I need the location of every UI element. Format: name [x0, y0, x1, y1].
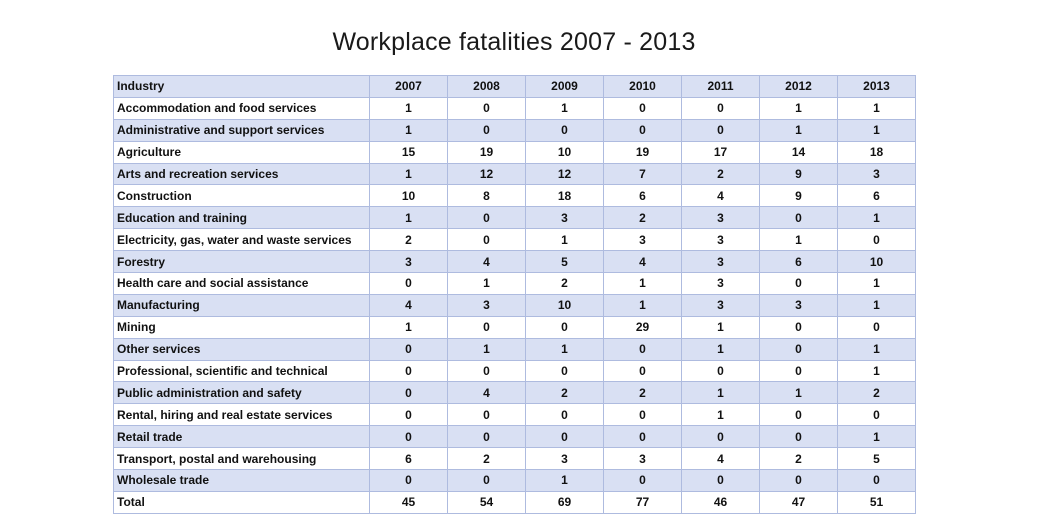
value-cell: 5: [838, 448, 916, 470]
row-label: Professional, scientific and technical: [114, 360, 370, 382]
value-cell: 1: [448, 273, 526, 295]
value-cell: 0: [760, 273, 838, 295]
value-cell: 1: [682, 338, 760, 360]
row-label: Transport, postal and warehousing: [114, 448, 370, 470]
value-cell: 0: [838, 229, 916, 251]
value-cell: 0: [682, 426, 760, 448]
table-row: [114, 470, 916, 492]
value-cell: 4: [370, 294, 448, 316]
value-cell: 0: [370, 426, 448, 448]
value-cell: 0: [604, 119, 682, 141]
value-cell: 3: [682, 229, 760, 251]
value-cell: 3: [604, 448, 682, 470]
row-label: Other services: [114, 338, 370, 360]
value-cell: 1: [370, 163, 448, 185]
value-cell: 1: [682, 316, 760, 338]
value-cell: 2: [526, 273, 604, 295]
value-cell: 0: [526, 316, 604, 338]
row-label: Education and training: [114, 207, 370, 229]
value-cell: 1: [526, 470, 604, 492]
value-cell: 77: [604, 491, 682, 513]
table-row: [114, 207, 916, 229]
row-label: Public administration and safety: [114, 382, 370, 404]
value-cell: 4: [448, 382, 526, 404]
value-cell: 2: [682, 163, 760, 185]
table-row: [114, 382, 916, 404]
value-cell: 3: [682, 294, 760, 316]
value-cell: 2: [448, 448, 526, 470]
value-cell: 1: [760, 229, 838, 251]
value-cell: 7: [604, 163, 682, 185]
value-cell: 0: [604, 360, 682, 382]
value-cell: 3: [682, 273, 760, 295]
value-cell: 0: [604, 470, 682, 492]
value-cell: 12: [526, 163, 604, 185]
fatalities-table: [113, 75, 916, 514]
value-cell: 2: [370, 229, 448, 251]
table-row: [114, 360, 916, 382]
value-cell: 1: [838, 360, 916, 382]
value-cell: 1: [604, 294, 682, 316]
value-cell: 69: [526, 491, 604, 513]
value-cell: 3: [448, 294, 526, 316]
value-cell: 0: [448, 119, 526, 141]
value-cell: 0: [604, 404, 682, 426]
value-cell: 1: [760, 119, 838, 141]
value-cell: 0: [682, 119, 760, 141]
value-cell: 1: [526, 338, 604, 360]
value-cell: 6: [604, 185, 682, 207]
value-cell: 0: [370, 273, 448, 295]
table-row: [114, 426, 916, 448]
value-cell: 0: [526, 404, 604, 426]
value-cell: 9: [760, 185, 838, 207]
value-cell: 0: [604, 97, 682, 119]
table-row: [114, 316, 916, 338]
fatalities-table-container: [113, 75, 916, 514]
value-cell: 1: [760, 382, 838, 404]
value-cell: 10: [838, 251, 916, 273]
year-header: 2011: [682, 76, 760, 98]
table-row: [114, 141, 916, 163]
value-cell: 8: [448, 185, 526, 207]
value-cell: 0: [682, 470, 760, 492]
value-cell: 0: [526, 426, 604, 448]
value-cell: 18: [526, 185, 604, 207]
table-row: [114, 273, 916, 295]
year-header: 2007: [370, 76, 448, 98]
row-label: Accommodation and food services: [114, 97, 370, 119]
row-label: Administrative and support services: [114, 119, 370, 141]
value-cell: 3: [526, 448, 604, 470]
value-cell: 0: [604, 426, 682, 448]
year-header: 2013: [838, 76, 916, 98]
value-cell: 4: [448, 251, 526, 273]
year-header: 2008: [448, 76, 526, 98]
value-cell: 47: [760, 491, 838, 513]
value-cell: 3: [838, 163, 916, 185]
value-cell: 9: [760, 163, 838, 185]
value-cell: 2: [604, 207, 682, 229]
table-row: [114, 119, 916, 141]
value-cell: 51: [838, 491, 916, 513]
value-cell: 3: [370, 251, 448, 273]
table-row: [114, 251, 916, 273]
value-cell: 2: [526, 382, 604, 404]
value-cell: 0: [682, 360, 760, 382]
value-cell: 4: [682, 448, 760, 470]
chart-title: Workplace fatalities 2007 - 2013: [332, 28, 696, 56]
value-cell: 0: [448, 404, 526, 426]
value-cell: 0: [760, 338, 838, 360]
value-cell: 6: [838, 185, 916, 207]
value-cell: 0: [526, 360, 604, 382]
value-cell: 1: [370, 119, 448, 141]
table-row: [114, 448, 916, 470]
value-cell: 1: [760, 97, 838, 119]
row-label: Electricity, gas, water and waste services: [114, 229, 370, 251]
value-cell: 0: [526, 119, 604, 141]
value-cell: 1: [370, 97, 448, 119]
table-row: [114, 185, 916, 207]
value-cell: 0: [682, 97, 760, 119]
value-cell: 3: [760, 294, 838, 316]
row-label: Manufacturing: [114, 294, 370, 316]
value-cell: 0: [838, 316, 916, 338]
table-row: [114, 163, 916, 185]
row-label: Health care and social assistance: [114, 273, 370, 295]
value-cell: 0: [370, 404, 448, 426]
value-cell: 3: [604, 229, 682, 251]
value-cell: 2: [838, 382, 916, 404]
value-cell: 0: [448, 360, 526, 382]
value-cell: 1: [838, 207, 916, 229]
row-label: Construction: [114, 185, 370, 207]
value-cell: 1: [838, 426, 916, 448]
value-cell: 0: [370, 338, 448, 360]
value-cell: 1: [682, 404, 760, 426]
value-cell: 19: [604, 141, 682, 163]
value-cell: 1: [526, 97, 604, 119]
value-cell: 1: [370, 316, 448, 338]
value-cell: 10: [526, 141, 604, 163]
value-cell: 45: [370, 491, 448, 513]
value-cell: 0: [370, 382, 448, 404]
value-cell: 17: [682, 141, 760, 163]
value-cell: 1: [526, 229, 604, 251]
value-cell: 0: [760, 360, 838, 382]
value-cell: 3: [682, 207, 760, 229]
value-cell: 1: [838, 338, 916, 360]
value-cell: 0: [760, 470, 838, 492]
value-cell: 0: [370, 470, 448, 492]
year-header: 2009: [526, 76, 604, 98]
table-row: [114, 229, 916, 251]
table-row: [114, 404, 916, 426]
value-cell: 5: [526, 251, 604, 273]
row-label: Rental, hiring and real estate services: [114, 404, 370, 426]
value-cell: 29: [604, 316, 682, 338]
table-row: [114, 294, 916, 316]
table-body: [114, 76, 916, 514]
value-cell: 0: [448, 207, 526, 229]
value-cell: 0: [448, 97, 526, 119]
value-cell: 12: [448, 163, 526, 185]
value-cell: 54: [448, 491, 526, 513]
value-cell: 18: [838, 141, 916, 163]
row-label: Retail trade: [114, 426, 370, 448]
value-cell: 46: [682, 491, 760, 513]
row-label: Industry: [114, 76, 370, 98]
value-cell: 1: [448, 338, 526, 360]
value-cell: 6: [760, 251, 838, 273]
table-row: [114, 338, 916, 360]
value-cell: 0: [838, 404, 916, 426]
value-cell: 4: [604, 251, 682, 273]
year-header: 2010: [604, 76, 682, 98]
value-cell: 1: [370, 207, 448, 229]
value-cell: 19: [448, 141, 526, 163]
year-header: 2012: [760, 76, 838, 98]
value-cell: 0: [448, 470, 526, 492]
value-cell: 0: [370, 360, 448, 382]
value-cell: 6: [370, 448, 448, 470]
value-cell: 0: [760, 404, 838, 426]
header-row: [114, 76, 916, 98]
value-cell: 0: [760, 426, 838, 448]
row-label: Mining: [114, 316, 370, 338]
value-cell: 10: [526, 294, 604, 316]
value-cell: 1: [838, 294, 916, 316]
value-cell: 0: [604, 338, 682, 360]
row-label: Forestry: [114, 251, 370, 273]
value-cell: 0: [760, 316, 838, 338]
value-cell: 1: [838, 273, 916, 295]
value-cell: 10: [370, 185, 448, 207]
value-cell: 15: [370, 141, 448, 163]
value-cell: 2: [760, 448, 838, 470]
value-cell: 0: [448, 229, 526, 251]
value-cell: 14: [760, 141, 838, 163]
row-label: Arts and recreation services: [114, 163, 370, 185]
value-cell: 2: [604, 382, 682, 404]
value-cell: 1: [604, 273, 682, 295]
value-cell: 0: [838, 470, 916, 492]
table-row: [114, 97, 916, 119]
value-cell: 0: [760, 207, 838, 229]
row-label: Total: [114, 491, 370, 513]
row-label: Agriculture: [114, 141, 370, 163]
value-cell: 0: [448, 316, 526, 338]
value-cell: 3: [682, 251, 760, 273]
value-cell: 3: [526, 207, 604, 229]
value-cell: 1: [838, 97, 916, 119]
value-cell: 4: [682, 185, 760, 207]
value-cell: 1: [838, 119, 916, 141]
value-cell: 1: [682, 382, 760, 404]
value-cell: 0: [448, 426, 526, 448]
row-label: Wholesale trade: [114, 470, 370, 492]
total-row: [114, 491, 916, 513]
